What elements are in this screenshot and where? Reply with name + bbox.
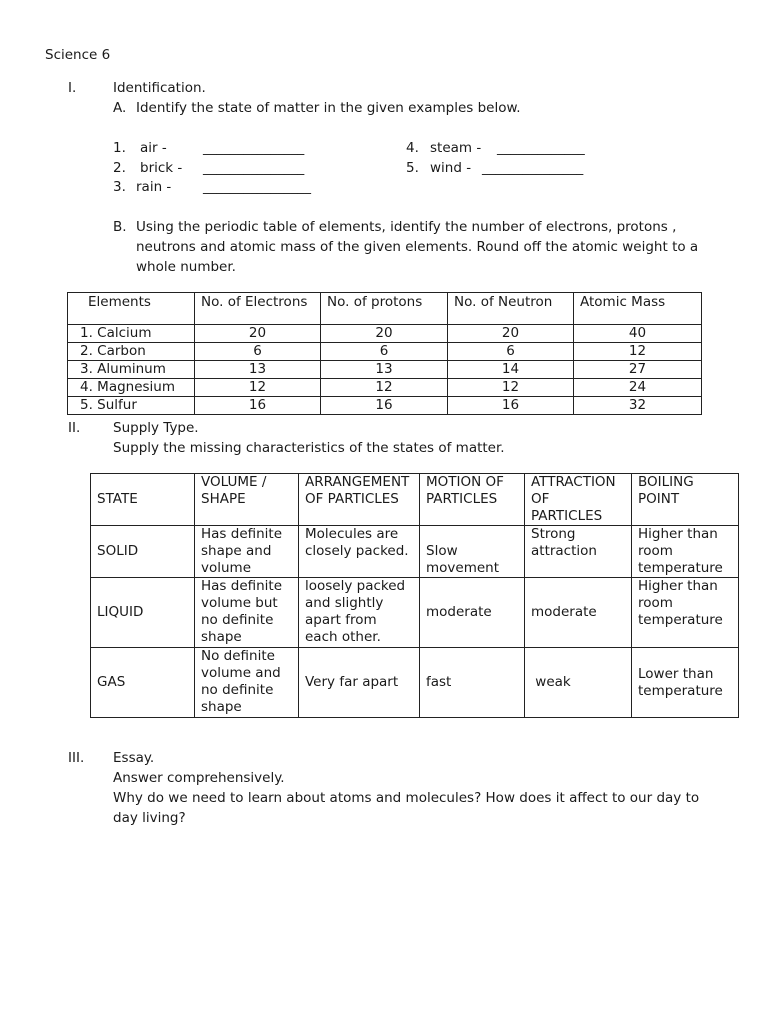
header-cell: VOLUME / SHAPE: [195, 474, 299, 526]
element-name: 1. Calcium: [68, 325, 195, 343]
header-cell: No. of protons: [321, 293, 448, 325]
item-number: 5.: [406, 160, 419, 176]
part1a-instruction: Identify the state of matter in the given examples below.: [136, 100, 521, 116]
header-cell: No. of Electrons: [195, 293, 321, 325]
table-cell: Has definite volume but no definite shape: [195, 578, 299, 648]
answer-blank: _______________: [482, 160, 584, 176]
table-row: [68, 397, 702, 415]
table-cell: 6: [195, 343, 321, 361]
table-row: [91, 578, 739, 648]
table-cell: Very far apart: [299, 648, 420, 718]
item-text: rain -: [136, 179, 172, 195]
table-cell: Slow movement: [420, 526, 525, 578]
part3-instruction: Answer comprehensively.: [113, 770, 285, 786]
part1b-line: whole number.: [136, 259, 236, 275]
item-number: 3.: [113, 179, 126, 195]
part2-number: II.: [68, 420, 81, 436]
answer-blank: _______________: [203, 140, 305, 156]
header-cell: ARRANGEMENT OF PARTICLES: [299, 474, 420, 526]
header-cell: ATTRACTION OF PARTICLES: [525, 474, 632, 526]
table-cell: weak: [525, 648, 632, 718]
table-cell: moderate: [420, 578, 525, 648]
part2-title: Supply Type.: [113, 420, 199, 436]
elements-table: [67, 292, 702, 415]
element-name: 2. Carbon: [68, 343, 195, 361]
table-cell: 20: [448, 325, 574, 343]
header-cell: No. of Neutron: [448, 293, 574, 325]
item-number: 2.: [113, 160, 126, 176]
table-cell: 6: [448, 343, 574, 361]
element-name: 3. Aluminum: [68, 361, 195, 379]
table-cell: moderate: [525, 578, 632, 648]
table-row: [68, 343, 702, 361]
table-cell: 13: [321, 361, 448, 379]
table-cell: 12: [574, 343, 702, 361]
header-cell: BOILING POINT: [632, 474, 739, 526]
part1a-letter: A.: [113, 100, 127, 116]
table-cell: 40: [574, 325, 702, 343]
table-cell: Higher than room temperature: [632, 578, 739, 648]
table-cell: 12: [321, 379, 448, 397]
table-cell: Lower than temperature: [632, 648, 739, 718]
table-cell: No definite volume and no definite shape: [195, 648, 299, 718]
table-cell: Has definite shape and volume: [195, 526, 299, 578]
table-cell: 12: [448, 379, 574, 397]
table-row: [68, 379, 702, 397]
item-number: 1.: [113, 140, 126, 156]
table-row: [91, 526, 739, 578]
state-name: LIQUID: [91, 578, 195, 648]
answer-blank: ________________: [203, 179, 311, 195]
part3-number: III.: [68, 750, 85, 766]
state-name: GAS: [91, 648, 195, 718]
table-cell: 16: [195, 397, 321, 415]
part1-title: Identification.: [113, 80, 206, 96]
table-row: [68, 361, 702, 379]
table-cell: 24: [574, 379, 702, 397]
item-text: steam -: [430, 140, 482, 156]
element-name: 5. Sulfur: [68, 397, 195, 415]
header-cell: Atomic Mass: [574, 293, 702, 325]
item-text: wind -: [430, 160, 472, 176]
header-cell: MOTION OF PARTICLES: [420, 474, 525, 526]
table-cell: Molecules are closely packed.: [299, 526, 420, 578]
table-header-row: [91, 474, 739, 526]
part1b-line: Using the periodic table of elements, identify the number of electrons, protons ,: [136, 219, 677, 235]
item-text: air -: [140, 140, 167, 156]
table-row: [68, 325, 702, 343]
table-cell: 20: [195, 325, 321, 343]
table-cell: 27: [574, 361, 702, 379]
answer-blank: _____________: [497, 140, 585, 156]
table-cell: 16: [321, 397, 448, 415]
part1b-letter: B.: [113, 219, 127, 235]
essay-question: day living?: [113, 810, 186, 826]
table-cell: 20: [321, 325, 448, 343]
part3-title: Essay.: [113, 750, 155, 766]
table-cell: 16: [448, 397, 574, 415]
essay-question: Why do we need to learn about atoms and molecules? How does it affect to our day to: [113, 790, 700, 806]
table-cell: loosely packed and slightly apart from each other.: [299, 578, 420, 648]
table-cell: Higher than room temperature: [632, 526, 739, 578]
table-cell: fast: [420, 648, 525, 718]
header-cell: Elements: [68, 293, 195, 325]
states-of-matter-table: [90, 473, 739, 718]
table-row: [91, 648, 739, 718]
state-name: SOLID: [91, 526, 195, 578]
table-cell: 6: [321, 343, 448, 361]
table-cell: 14: [448, 361, 574, 379]
answer-blank: _______________: [203, 160, 305, 176]
item-text: brick -: [140, 160, 183, 176]
element-name: 4. Magnesium: [68, 379, 195, 397]
table-cell: Strong attraction: [525, 526, 632, 578]
table-cell: 12: [195, 379, 321, 397]
part1b-line: neutrons and atomic mass of the given elements. Round off the atomic weight to a: [136, 239, 699, 255]
subject-title: Science 6: [45, 47, 111, 63]
table-cell: 13: [195, 361, 321, 379]
header-cell: STATE: [91, 474, 195, 526]
item-number: 4.: [406, 140, 419, 156]
table-cell: 32: [574, 397, 702, 415]
part1-number: I.: [68, 80, 77, 96]
part2-instruction: Supply the missing characteristics of the states of matter.: [113, 440, 505, 456]
table-header-row: [68, 293, 702, 325]
